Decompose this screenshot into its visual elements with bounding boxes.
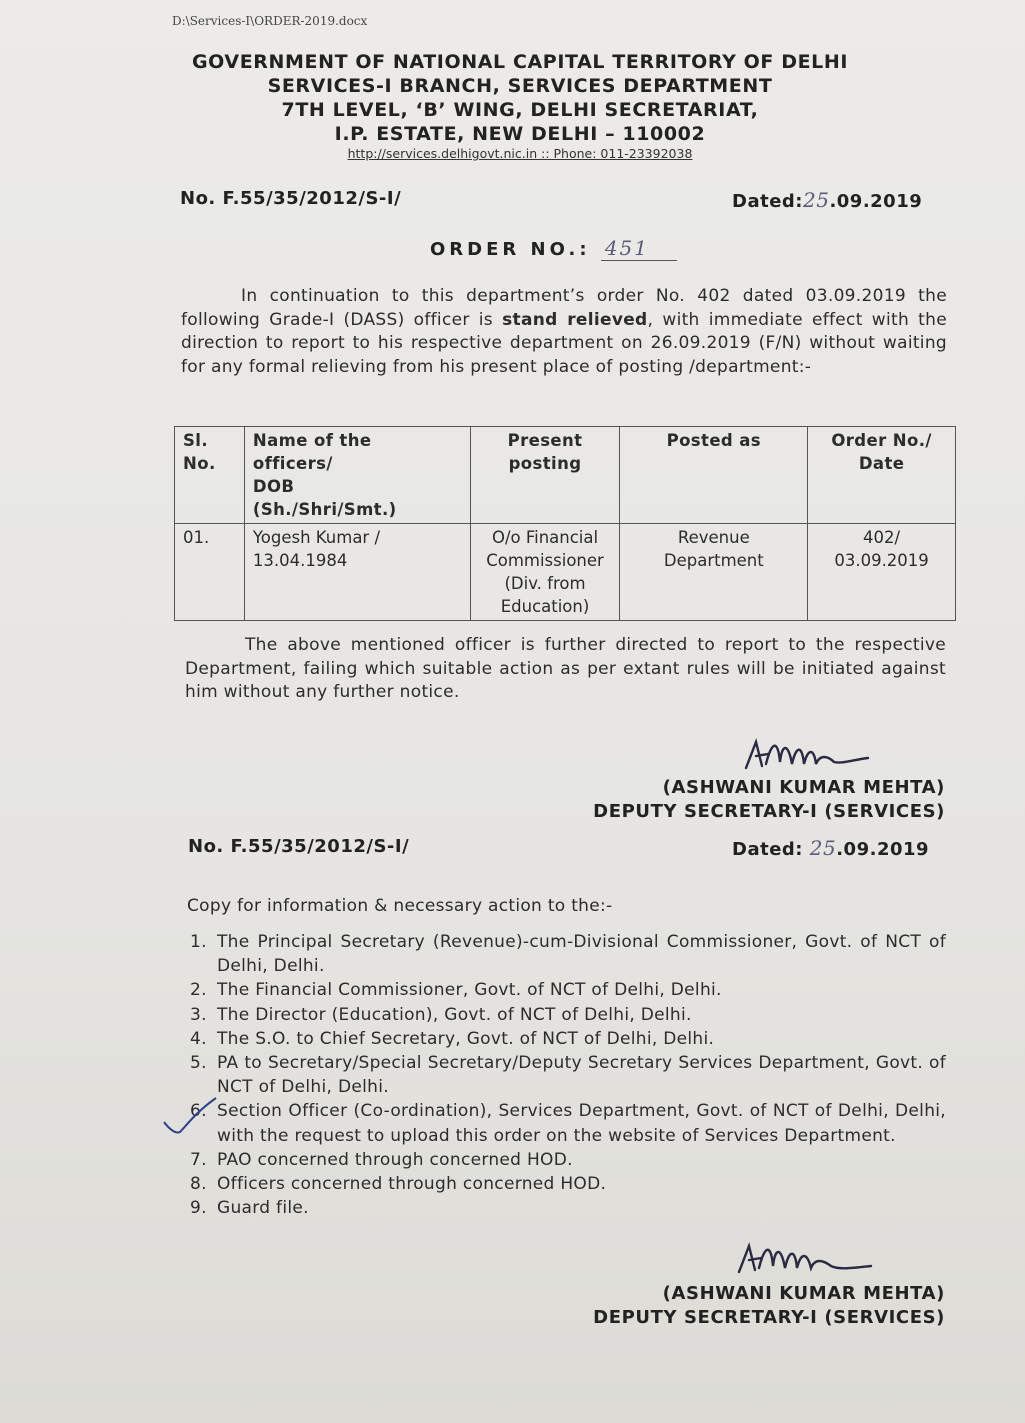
cell-present-posting: O/o Financial Commissioner (Div. from Education) xyxy=(470,524,620,621)
signatory-name: (ASHWANI KUMAR MEHTA) xyxy=(662,1283,945,1304)
signature-scribble-2 xyxy=(735,1236,875,1280)
list-item-text: Guard file. xyxy=(217,1198,309,1219)
order-paragraph-2: The above mentioned officer is further directed to report to the respective Department, failing which suitable action as per extant rules will be initiated against him without any further notice. xyxy=(185,635,946,702)
list-item xyxy=(190,978,946,1002)
list-item-number: 4. xyxy=(190,1028,207,1049)
signatory-block-1 xyxy=(593,776,945,824)
list-item-text: The Principal Secretary (Revenue)-cum-Divisional Commissioner, Govt. of NCT of Delhi, Delhi. xyxy=(217,932,946,977)
copy-intro: Copy for information & necessary action to the:- xyxy=(187,896,613,916)
list-item xyxy=(190,1051,946,1099)
order-label: ORDER NO.: xyxy=(430,239,591,260)
date-label: Dated: xyxy=(732,191,803,212)
header-present-posting: Present posting xyxy=(470,427,620,524)
para1-text-b: , with immediate effect with the direction to report to his respective department on 26.09.2019 (F/N) without waiting for any formal relieving from his present place of posting /department:- xyxy=(181,309,947,377)
list-item-text: Section Officer (Co-ordination), Services Department, Govt. of NCT of Delhi, Delhi, with the request to upload this order on the website of Services Department. xyxy=(217,1101,946,1146)
signatory-designation: DEPUTY SECRETARY-I (SERVICES) xyxy=(593,801,945,822)
date-line-copy: Dated: 25.09.2019 xyxy=(732,836,930,860)
signature-scribble-1 xyxy=(742,734,872,778)
list-item-number: 7. xyxy=(190,1149,207,1170)
list-item-text: Officers concerned through concerned HOD. xyxy=(217,1174,607,1195)
list-item xyxy=(190,1027,946,1051)
order-number-handwritten: 451 xyxy=(601,236,677,261)
order-title xyxy=(430,236,677,260)
signatory-name: (ASHWANI KUMAR MEHTA) xyxy=(662,777,945,798)
list-item xyxy=(190,1172,946,1196)
tick-mark xyxy=(160,1094,220,1138)
list-item-text: PAO concerned through concerned HOD. xyxy=(217,1149,573,1170)
list-item-number: 1. xyxy=(190,932,207,952)
signatory-designation: DEPUTY SECRETARY-I (SERVICES) xyxy=(593,1307,945,1328)
date-day-handwritten-copy: 25 xyxy=(809,836,837,860)
list-item-text: The S.O. to Chief Secretary, Govt. of NCT of Delhi, Delhi. xyxy=(217,1028,715,1049)
para1-bold: stand relieved xyxy=(502,309,648,330)
cell-order-date: 402/ 03.09.2019 xyxy=(808,524,956,621)
table-row xyxy=(175,524,956,621)
list-item-number: 9. xyxy=(190,1198,207,1219)
signatory-block-2 xyxy=(593,1282,945,1330)
list-item xyxy=(190,1196,946,1220)
list-item xyxy=(190,1099,946,1147)
list-item-number: 2. xyxy=(190,980,207,1001)
letterhead xyxy=(150,50,890,162)
order-paragraph-1 xyxy=(181,285,947,379)
list-item-number: 8. xyxy=(190,1174,207,1195)
list-item xyxy=(190,930,946,978)
para1-text-a: In continuation to this department’s order No. 402 dated 03.09.2019 the following Grade-I (DASS) officer is xyxy=(181,286,947,330)
table-header-row xyxy=(175,427,956,524)
officers-table xyxy=(174,426,956,621)
cell-name-dob: Yogesh Kumar / 13.04.1984 xyxy=(244,524,470,621)
header-order-date: Order No./ Date xyxy=(808,427,956,524)
list-item-number: 6. xyxy=(190,1101,207,1122)
copy-to-list xyxy=(190,930,946,1220)
header-name-dob: Name of the officers/ DOB (Sh./Shri/Smt.) xyxy=(244,427,470,524)
file-number: No. F.55/35/2012/S-I/ xyxy=(180,188,402,209)
date-line xyxy=(732,188,922,212)
date-rest: .09.2019 xyxy=(829,191,923,212)
list-item-text: PA to Secretary/Special Secretary/Deputy Secretary Services Department, Govt. of NCT of Delhi, Delhi. xyxy=(217,1053,946,1098)
cell-sl-no: 01. xyxy=(175,524,245,621)
list-item xyxy=(190,1003,946,1027)
header-posted-as: Posted as xyxy=(620,427,808,524)
list-item-number: 5. xyxy=(190,1053,207,1074)
list-item xyxy=(190,1148,946,1172)
letterhead-contact: http://services.delhigovt.nic.in :: Phone: 011-23392038 xyxy=(347,146,693,161)
date-day-handwritten: 25 xyxy=(802,188,830,212)
letterhead-line-4: I.P. ESTATE, NEW DELHI – 110002 xyxy=(334,123,706,145)
cell-posted-as: Revenue Department xyxy=(620,524,808,621)
header-sl-no: Sl. No. xyxy=(175,427,245,524)
file-number-copy: No. F.55/35/2012/S-I/ xyxy=(188,836,410,857)
list-item-text: The Financial Commissioner, Govt. of NCT of Delhi, Delhi. xyxy=(217,980,722,1001)
letterhead-line-1: GOVERNMENT OF NATIONAL CAPITAL TERRITORY OF DELHI xyxy=(191,51,849,73)
list-item-number: 3. xyxy=(190,1004,207,1025)
letterhead-line-3: 7TH LEVEL, ‘B’ WING, DELHI SECRETARIAT, xyxy=(281,99,759,121)
letterhead-line-2: SERVICES-I BRANCH, SERVICES DEPARTMENT xyxy=(267,75,773,97)
file-path: D:\Services-I\ORDER-2019.docx xyxy=(172,14,368,28)
list-item-text: The Director (Education), Govt. of NCT of Delhi, Delhi. xyxy=(217,1004,692,1025)
